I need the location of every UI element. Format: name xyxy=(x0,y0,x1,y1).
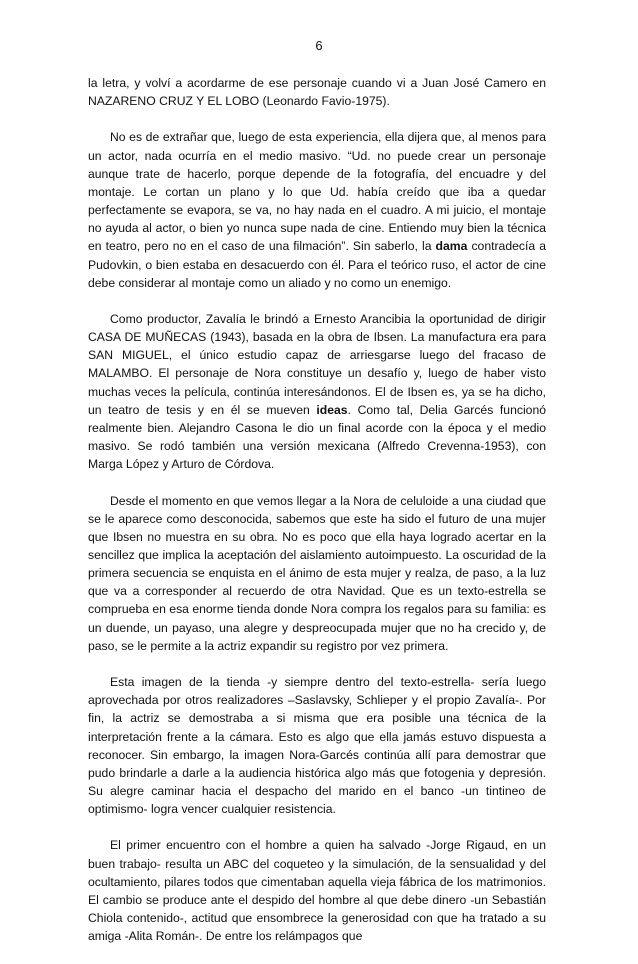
bold-text: dama xyxy=(435,239,468,254)
text-run: Desde el momento en que vemos llegar a la Nora de celuloide a una ciudad que se le aparece como desconocida, sabemos que este ha sido el futuro de una mujer que Ibsen no muestra en su obra. No es poco que ella haya logrado acertar en la sencillez que implica la aceptación del aislamiento autoimpuesto. La oscuridad de la primera secuencia se enquista en el ánimo de esta mujer y realza, de paso, a la luz que va a corresponder al recuerdo de otra Navidad. Que es un texto-estrella se comprueba en esa enorme tienda donde Nora compra los regalos para su familia: es un duende, un payaso, una alegre y despreocupada mujer que no ha crecido y, de paso, se le permite a la actriz expandir su registro por vez primera. xyxy=(88,493,546,653)
paragraph xyxy=(88,836,546,945)
page-number: 6 xyxy=(315,38,323,53)
paragraph xyxy=(88,673,546,818)
paragraph xyxy=(88,74,546,110)
paragraph xyxy=(88,128,546,291)
text-run: El primer encuentro con el hombre a quien ha salvado -Jorge Rigaud, en un buen trabajo- resulta un ABC del coqueteo y la simulación, de la sensualidad y del ocultamiento, pilares todos que cimentaban aquella vieja fábrica de los matrimonios. El cambio se produce ante el despido del hombre al que debe dinero -un Sebastián Chiola contenido-, actitud que ensombrece la generosidad con que ha tratado a su amiga -Alita Román-. De entre los relámpagos que xyxy=(88,838,546,944)
text-run: la letra, y volví a acordarme de ese personaje cuando vi a Juan José Camero en NAZARENO CRUZ Y EL LOBO (Leonardo Favio-1975). xyxy=(88,76,546,109)
text-run: Esta imagen de la tienda -y siempre dentro del texto-estrella- sería luego aprovechada por otros realizadores –Saslavsky, Schlieper y el propio Zavalía-. Por fin, la actriz se demostraba a si misma que era posible una técnica de la interpretación frente a la cámara. Esto es algo que ella jamás estuvo dispuesta a reconocer. Sin embargo, la imagen Nora-Garcés continúa allí para demostrar que pudo brindarle a darle a la audiencia histórica algo más que fotogenia y depresión. Su alegre caminar hacia el despacho del marido en el banco -un tintineo de optimismo- logra vencer cualquier resistencia. xyxy=(88,675,546,817)
paragraph xyxy=(88,310,546,473)
text-run: contradecía a Pudovkin, o bien estaba en desacuerdo con él. Para el teórico ruso, el actor de cine debe considerar al montaje como un aliado y no como un enemigo. xyxy=(88,239,546,290)
text-run: No es de extrañar que, luego de esta experiencia, ella dijera que, al menos para un actor, nada ocurría en el medio masivo. “Ud. no puede crear un personaje aunque trate de hacerlo, porque depende de la fotografía, del encuadre y del montaje. Le cortan un plano y lo que Ud. había creído que iba a quedar perfectamente se evapora, se va, no hay nada en el cuadro. A mi juicio, el montaje no ayuda al actor, o bien yo nunca supe nada de cine. Entiendo muy bien la técnica en teatro, pero no en el caso de una filmación”. Sin saberlo, la xyxy=(88,130,546,254)
text-run: Como productor, Zavalía le brindó a Ernesto Arancibia la oportunidad de dirigir CASA DE MUÑECAS (1943), basada en la obra de Ibsen. La manufactura era para SAN MIGUEL, el único estudio capaz de arriesgarse luego del fracaso de MALAMBO. El personaje de Nora constituye un desafío y, luego de haber visto muchas veces la película, continúa interesándonos. El de Ibsen es, ya se ha dicho, un teatro de tesis y en él se mueven xyxy=(88,312,546,417)
bold-text: ideas xyxy=(316,402,348,417)
text-run: . Como tal, Delia Garcés funcionó realmente bien. Alejandro Casona le dio un final acorde con la época y el medio masivo. Se rodó también una versión mexicana (Alfredo Crevenna-1953), con Marga López y Arturo de Córdova. xyxy=(88,402,547,472)
body-text xyxy=(88,74,546,964)
paragraph xyxy=(88,492,546,655)
